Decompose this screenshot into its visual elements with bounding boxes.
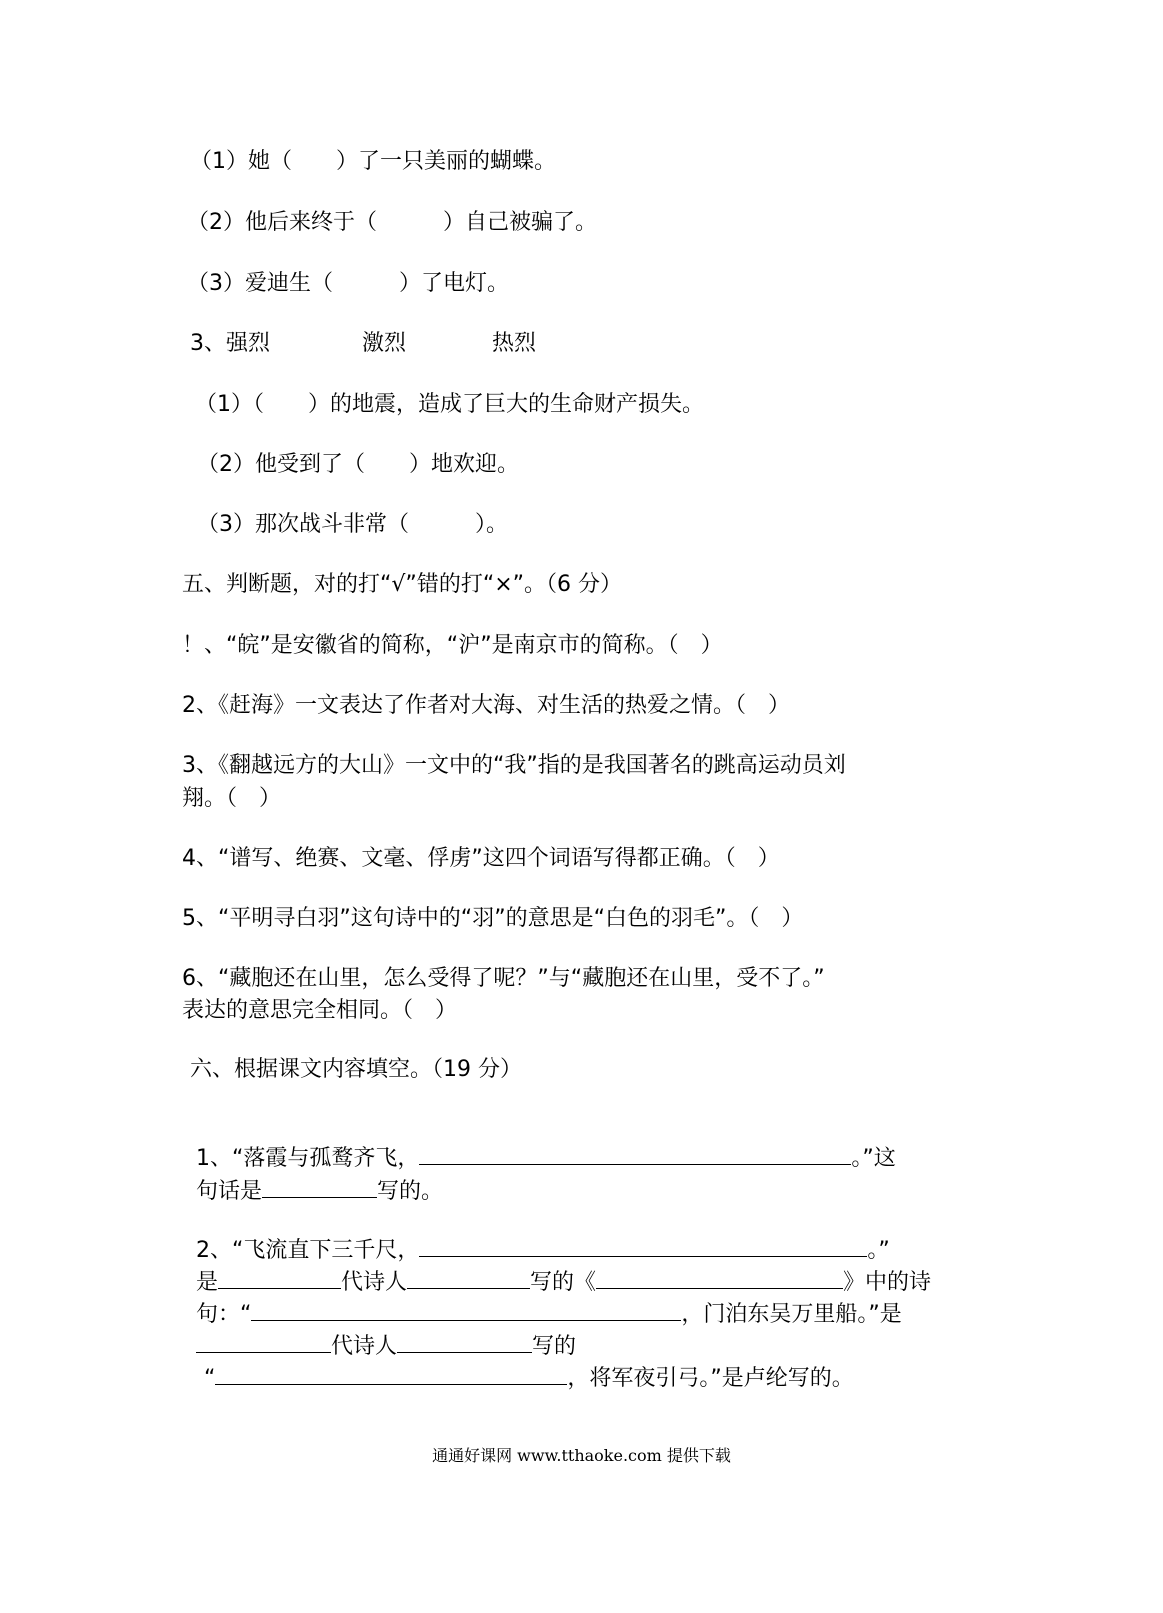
judge-item-6: 6、“藏胞还在山里，怎么受得了呢？”与“藏胞还在山里，受不了。” [182,966,825,991]
fill-2-l5-b: ，将军夜引弓。”是卢纶写的。 [567,1366,854,1391]
fill-2-l4-a: 代诗人 [331,1334,398,1359]
fill-2-blank-8[interactable] [215,1364,567,1385]
q4-3-item-1: （1）（ ）的地震，造成了巨大的生命财产损失。 [195,392,704,417]
fill-1-end: 。”这 [851,1146,896,1171]
q4-2-item-3: （3）爱迪生（ ）了电灯。 [187,271,509,296]
q4-3-word-2: 激烈 [362,331,407,356]
q4-2-item-1: （1）她（ ）了一只美丽的蝴蝶。 [190,149,556,174]
fill-1-cont-suffix: 写的。 [377,1179,444,1204]
section-5-title: 五、判断题，对的打“√”错的打“×”。（6 分） [182,572,623,597]
judge-item-5: 5、“平明寻白羽”这句诗中的“羽”的意思是“白色的羽毛”。（ ） [182,906,804,931]
page-footer: 通通好课网 www.tthaoke.com 提供下载 [432,1446,731,1465]
q4-3-word-3: 热烈 [492,331,537,356]
judge-item-2: 2、《赶海》一文表达了作者对大海、对生活的热爱之情。（ ） [182,693,790,718]
judge-item-3-cont: 翔。（ ） [182,786,282,811]
judge-item-1: ！、“皖”是安徽省的简称，“沪”是南京市的简称。（ ） [182,633,723,658]
judge-item-6-cont: 表达的意思完全相同。（ ） [182,998,458,1023]
fill-1-blank-1[interactable] [419,1144,851,1165]
fill-item-1-cont [182,1151,443,1205]
judge-item-3: 3、《翻越远方的大山》一文中的“我”指的是我国著名的跳高运动员刘 [182,753,846,778]
fill-item-2-line-5 [190,1338,854,1392]
judge-item-4: 4、“谱写、绝赛、文毫、俘虏”这四个词语写得都正确。（ ） [182,846,780,871]
fill-2-l2-d: 》中的诗 [843,1270,932,1295]
fill-2-l3-a: 句：“ [196,1302,252,1327]
section-6-title: 六、根据课文内容填空。（19 分） [190,1057,522,1082]
fill-2-l2-c: 写的《 [530,1270,597,1295]
fill-2-end: 。” [867,1238,890,1263]
fill-2-l5-a: “ [204,1366,216,1391]
fill-2-l3-b: ，门泊东吴万里船。”是 [681,1302,902,1327]
fill-2-prompt: 2、“飞流直下三千尺， [196,1238,420,1263]
q4-3-label: 3、强烈 [190,331,270,356]
fill-2-l4-b: 写的 [532,1334,577,1359]
fill-2-l2-a: 是 [196,1270,219,1295]
q4-3-item-2: （2）他受到了（ ）地欢迎。 [197,452,519,477]
fill-1-prompt: 1、“落霞与孤鹜齐飞， [196,1146,420,1171]
fill-1-cont-prefix: 句话是 [196,1179,263,1204]
fill-2-l2-b: 代诗人 [341,1270,408,1295]
q4-3-item-3: （3）那次战斗非常（ ）。 [197,512,508,537]
fill-1-blank-2[interactable] [262,1177,377,1198]
q4-2-item-2: （2）他后来终于（ ）自己被骗了。 [187,210,597,235]
